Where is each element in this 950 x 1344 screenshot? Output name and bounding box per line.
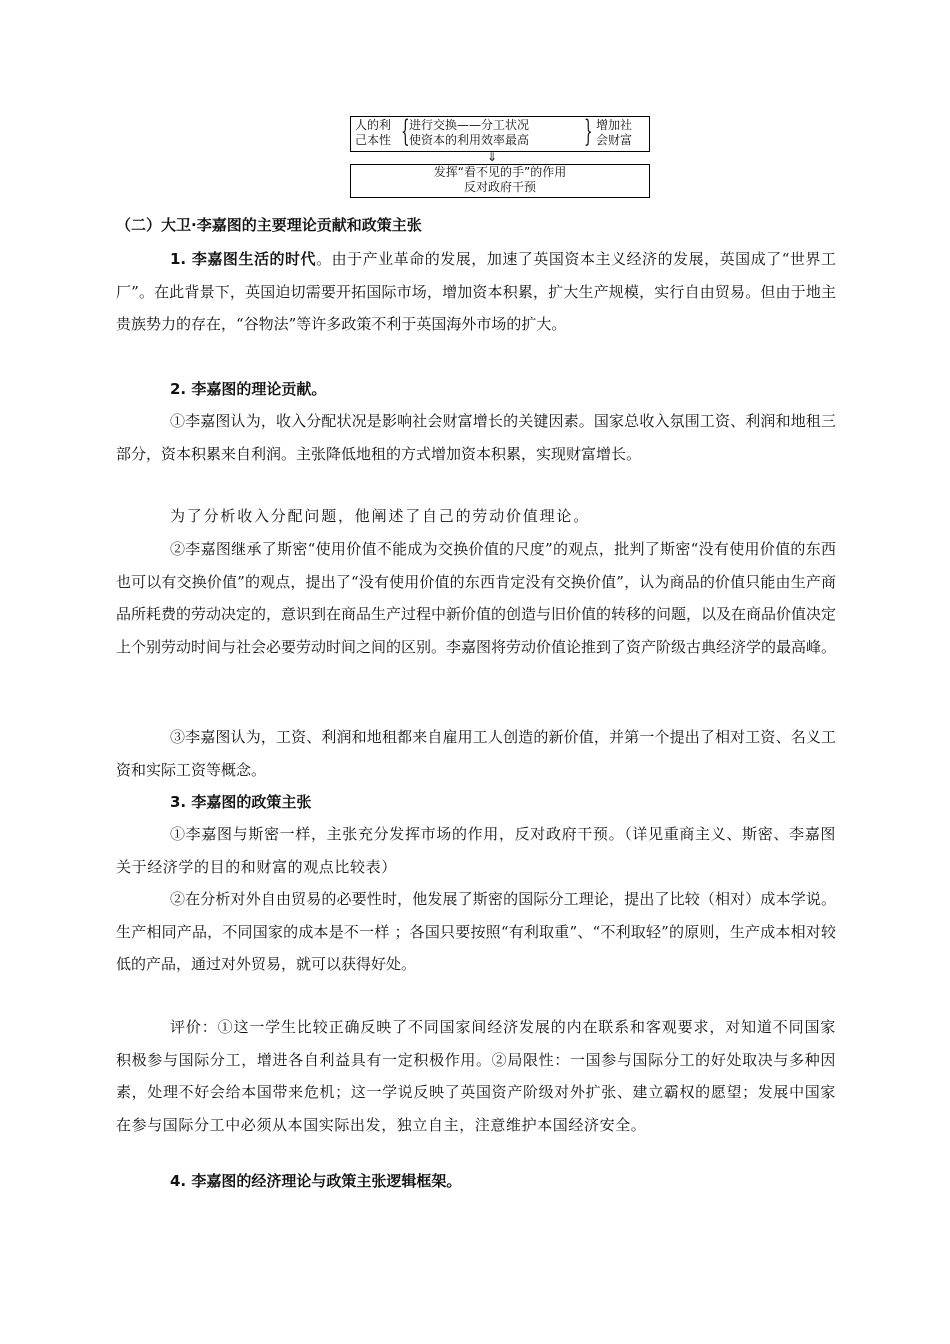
section-2-point-1: ①李嘉图认为，收入分配状况是影响社会财富增长的关键因素。国家总收入氛围工资、利润和地租三部分，资本积累来自利润。主张降低地租的方式增加资本积累，实现财富增长。: [116, 412, 836, 463]
section-1-text: 。由于产业革命的发展，加速了英国资本主义经济的发展，英国成了“世界工厂”。在此背景下，英国迫切需要开拓国际市场，增加资本积累，扩大生产规模，实行自由贸易。但由于地主贵族势力的存在，“谷物法”等许多政策不利于英国海外市场的扩大。: [116, 250, 836, 333]
down-arrow-icon: ⇓: [487, 150, 498, 164]
section-1-paragraph: [116, 243, 836, 341]
diagram-middle-cell: [409, 118, 529, 148]
diagram-left-line1: 人的利: [355, 118, 392, 132]
section-3-heading: 3. 李嘉图的政策主张: [170, 793, 312, 811]
diagram-mid-line2: 使资本的利用效率最高: [409, 133, 530, 147]
section-2-heading: 2. 李嘉图的理论贡献。: [170, 380, 327, 398]
diagram-right-line2: 会财富: [596, 133, 633, 147]
diagram-right-line1: 增加社: [596, 118, 633, 132]
section-4-heading: 4. 李嘉图的经济理论与政策主张逻辑框架。: [170, 1172, 462, 1190]
diagram-right-cell: [596, 118, 632, 148]
section-2-point-2: ②李嘉图继承了斯密“使用价值不能成为交换价值的尺度”的观点，批判了斯密“没有使用价值的东西也可以有交换价值”的观点，提出了“没有使用价值的东西肯定没有交换价值”，认为商品的价值只能由生产商品所耗费的劳动决定的，意识到在商品生产过程中新价值的创造与旧价值的转移的问题，以及在商品价值决定上个别劳动时间与社会必要劳动时间之间的区别。李嘉图将劳动价值论推到了资产阶级古典经济学的最高峰。: [116, 540, 837, 656]
section-1-heading: 1. 李嘉图生活的时代: [170, 250, 317, 268]
diagram-left-cell: [355, 118, 391, 148]
diagram-bottom-line2: 反对政府干预: [463, 180, 536, 194]
section-2-point-3: ③李嘉图认为，工资、利润和地租都来自雇用工人创造的新价值，并第一个提出了相对工资、名义工资和实际工资等概念。: [116, 728, 836, 779]
diagram-top-box: [350, 116, 650, 152]
section-3-point-1: ①李嘉图与斯密一样，主张充分发挥市场的作用，反对政府干预。（详见重商主义、斯密、李嘉图关于经济学的目的和财富的观点比较表）: [116, 825, 836, 876]
diagram-bottom-line1: 发挥“看不见的手”的作用: [433, 165, 567, 179]
diagram-bottom-box: [350, 164, 650, 198]
section-3-point-2: ②在分析对外自由贸易的必要性时，他发展了斯密的国际分工理论，提出了比较（相对）成本学说。生产相同产品，不同国家的成本是不一样 ；各国只要按照“有利取重”、“不利取轻”的原则，生产成本相对较低的产品，通过对外贸易，就可以获得好处。: [116, 890, 836, 973]
smith-logic-diagram: [350, 116, 650, 198]
diagram-left-line2: 己本性: [355, 133, 392, 147]
section-title: （二）大卫·李嘉图的主要理论贡献和政策主张: [116, 216, 422, 234]
section-2-intro: 为了分析收入分配问题，他阐述了自己的劳动价值理论。: [170, 507, 591, 525]
section-3-evaluation: 评价：①这一学生比较正确反映了不同国家间经济发展的内在联系和客观要求，对知道不同国家积极参与国际分工，增进各自利益具有一定积极作用。②局限性：一国参与国际分工的好处取决与多种因素，处理不好会给本国带来危机；这一学说反映了英国资产阶级对外扩张、建立霸权的愿望；发展中国家在参与国际分工中必须从本国实际出发，独立自主，注意维护本国经济安全。: [116, 1018, 836, 1134]
left-brace-icon: {: [401, 114, 410, 149]
right-brace-icon: }: [584, 114, 593, 149]
diagram-mid-line1: 进行交换——分工状况: [409, 118, 530, 132]
